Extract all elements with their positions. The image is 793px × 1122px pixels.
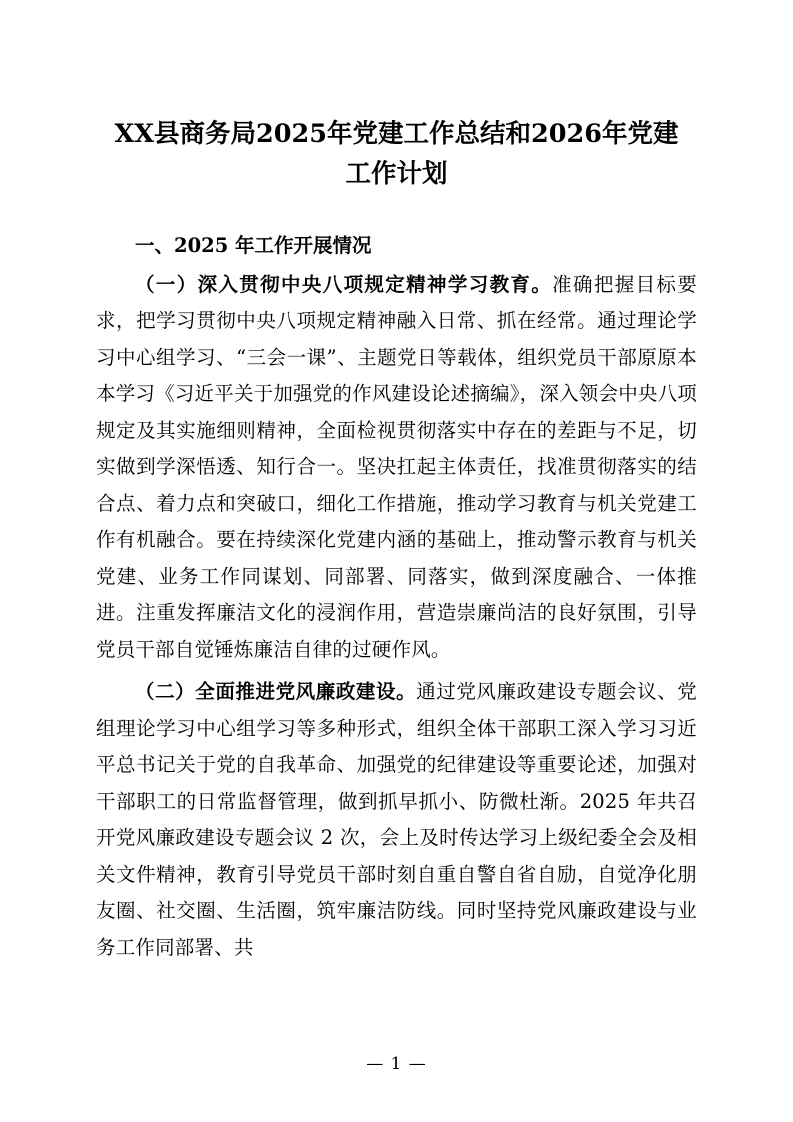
paragraph-2-lead: （二）全面推进党风廉政建设。 <box>135 680 417 703</box>
paragraph-2 <box>96 674 697 966</box>
document-title: XX县商务局2025年党建工作总结和2026年党建工作计划 <box>114 119 679 189</box>
paragraph-1 <box>96 267 697 669</box>
paragraph-2-text: 通过党风廉政建设专题会议、党组理论学习中心组学习等多种形式，组织全体干部职工深入学习习近平总书记关于党的自我革命、加强党的纪律建设等重要论述，加强对干部职工的日常监督管理，做到抓早抓小、防微杜渐。2025 年共召开党风廉政建设专题会议 2 次，会上及时传达学习上级纪委全会及相关文件精神，教育引导党员干部时刻自重自警自省自励，自觉净化朋友圈、社交圈、生活圈，筑牢廉洁防线。同时坚持党风廉政建设与业务工作同部署、共 <box>96 680 697 959</box>
section-heading: 一、2025 年工作开展情况 <box>135 234 372 257</box>
paragraph-1-lead: （一）深入贯彻中央八项规定精神学习教育。 <box>135 272 553 296</box>
page-number: — 1 — <box>366 1054 427 1074</box>
paragraph-1-text: 准确把握目标要求，把学习贯彻中央八项规定精神融入日常、抓在经常。通过理论学习中心组学习、“三会一课”、主题党日等载体，组织党员干部原原本本学习《习近平关于加强党的作风建设论述摘编》，深入领会中央八项规定及其实施细则精神，全面检视贯彻落实中存在的差距与不足，切实做到学深悟透、知行合一。坚决扛起主体责任，找准贯彻落实的结合点、着力点和突破口，细化工作措施，推动学习教育与机关党建工作有机融合。要在持续深化党建内涵的基础上，推动警示教育与机关党建、业务工作同谋划、同部署、同落实，做到深度融合、一体推进。注重发挥廉洁文化的浸润作用，营造崇廉尚洁的良好氛围，引导党员干部自觉锤炼廉洁自律的过硬作风。 <box>96 272 697 661</box>
document-body <box>96 228 697 966</box>
